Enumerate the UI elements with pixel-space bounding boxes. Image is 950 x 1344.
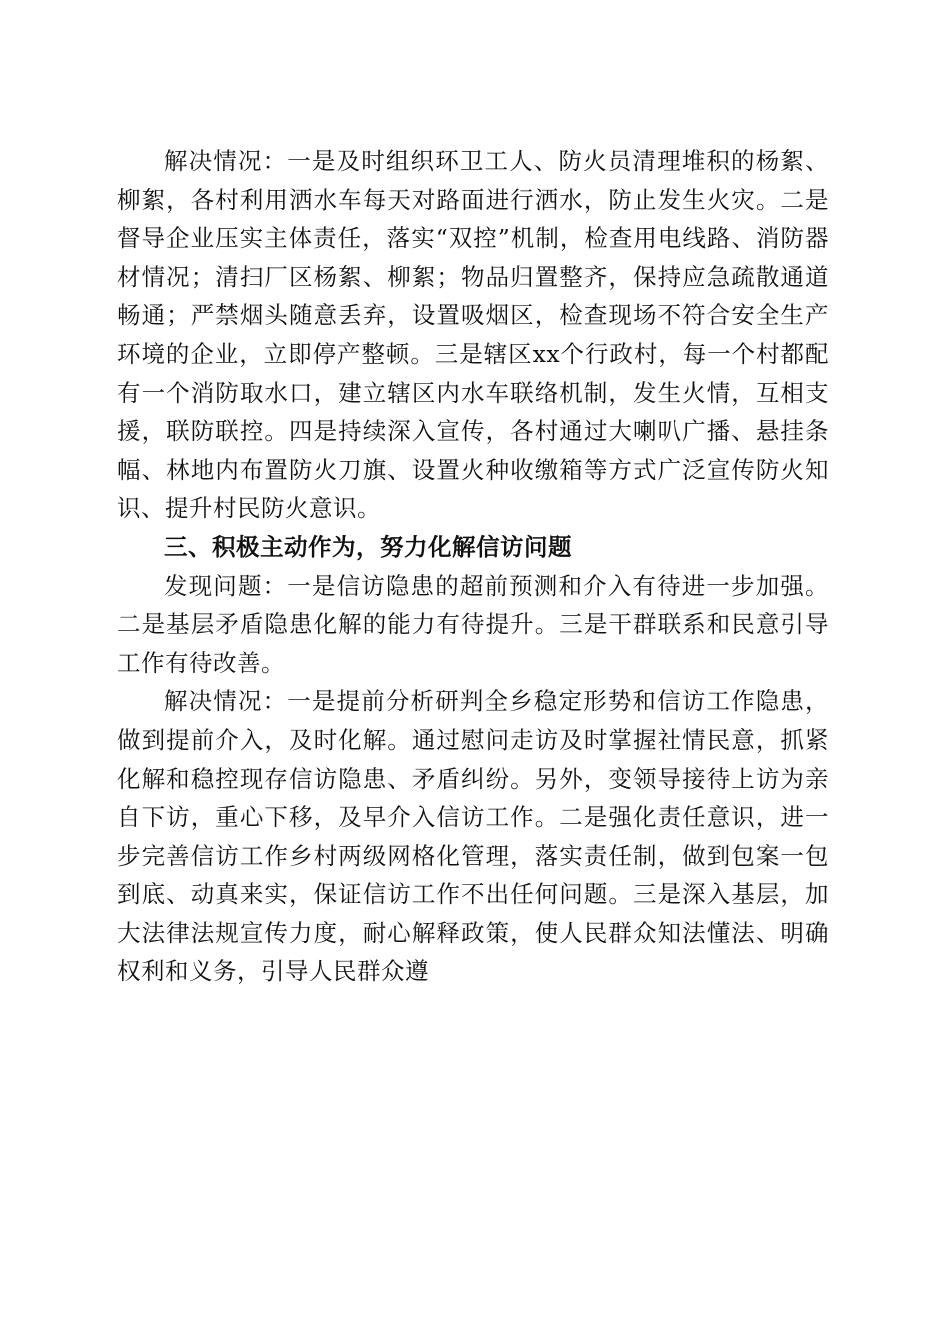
paragraph-petition-solutions: 解决情况：一是提前分析研判全乡稳定形势和信访工作隐患，做到提前介入，及时化解。通过慰问走访及时掌握社情民意，抓紧化解和稳控现存信访隐患、矛盾纠纷。另外，变领导接待上访为亲自下访，重心下移，及早介入信访工作。二是强化责任意识，进一步完善信访工作乡村两级网格化管理，落实责任制，做到包案一包到底、动真来实，保证信访工作不出任何问题。三是深入基层，加大法律法规宣传力度，耐心解释政策，使人民群众知法懂法、明确权利和义务，引导人民群众遵 xyxy=(117,687,829,986)
paragraph-petition-problems: 发现问题：一是信访隐患的超前预测和介入有待进一步加强。二是基层矛盾隐患化解的能力有待提升。三是干群联系和民意引导工作有待改善。 xyxy=(117,571,829,677)
paragraph-fire-prevention-solutions: 解决情况：一是及时组织环卫工人、防火员清理堆积的杨絮、柳絮，各村利用洒水车每天对路面进行洒水，防止发生火灾。二是督导企业压实主体责任，落实“双控”机制，检查用电线路、消防器材情况；清扫厂区杨絮、柳絮；物品归置整齐，保持应急疏散通道畅通；严禁烟头随意丢弃，设置吸烟区，检查现场不符合安全生产环境的企业，立即停产整顿。三是辖区xx个行政村，每一个村都配有一个消防取水口，建立辖区内水车联络机制，发生火情，互相支援，联防联控。四是持续深入宣传，各村通过大喇叭广播、悬挂条幅、林地内布置防火刀旗、设置火种收缴箱等方式广泛宣传防火知识、提升村民防火意识。 xyxy=(117,147,829,523)
section-heading-petition: 三、积极主动作为，努力化解信访问题 xyxy=(164,532,572,561)
document-body xyxy=(117,142,829,991)
